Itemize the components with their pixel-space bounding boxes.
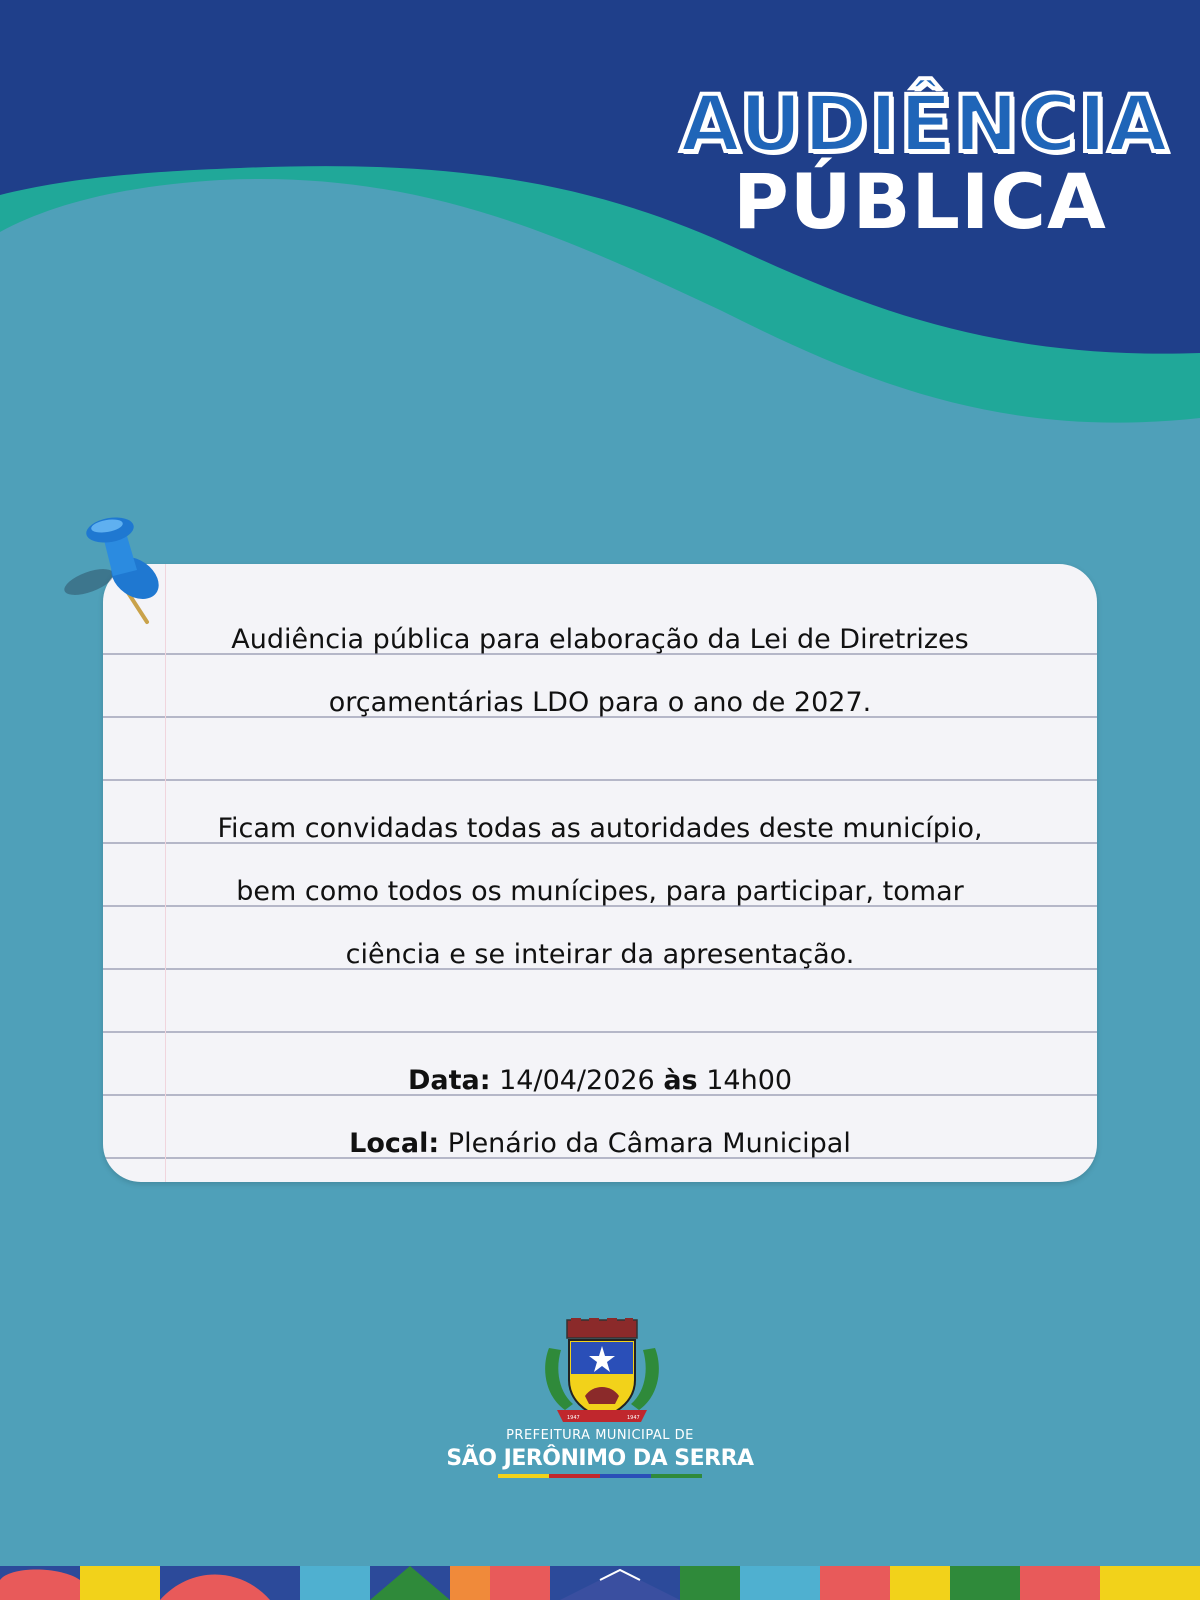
notice-line: ciência e se inteirar da apresentação.	[345, 939, 855, 970]
notice-paper	[103, 564, 1097, 1182]
notice-line: Audiência pública para elaboração da Lei de Diretrizes	[231, 624, 969, 655]
crest-year-left: 1947	[567, 1415, 580, 1421]
municipality-name: SÃO JERÔNIMO DA SERRA	[446, 1446, 754, 1471]
crest-icon	[537, 1318, 667, 1428]
notice-paragraph-1	[103, 608, 1097, 734]
notice-paragraph-2	[103, 797, 1097, 986]
decorative-footer-strip	[0, 1566, 1200, 1600]
location-label: Local:	[349, 1128, 440, 1159]
date-value: 14/04/2026	[499, 1065, 655, 1096]
logo-color-bar	[498, 1474, 702, 1478]
location-value: Plenário da Câmara Municipal	[447, 1128, 851, 1159]
prefeitura-prefix: PREFEITURA MUNICIPAL DE	[506, 1428, 694, 1443]
push-pin-icon	[55, 510, 175, 630]
notice-line: Ficam convidadas todas as autoridades deste município,	[217, 813, 983, 844]
notice-details	[103, 1049, 1097, 1175]
notice-line: orçamentárias LDO para o ano de 2027.	[328, 687, 872, 718]
time-value: 14h00	[706, 1065, 793, 1096]
location-line	[103, 1112, 1097, 1175]
time-connector: às	[663, 1065, 698, 1096]
title-audiencia: AUDIÊNCIA	[680, 80, 1170, 170]
date-label: Data:	[407, 1065, 491, 1096]
poster-title	[680, 80, 1170, 246]
notice-line: bem como todos os munícipes, para participar, tomar	[236, 876, 964, 907]
date-line	[103, 1049, 1097, 1112]
title-publica: PÚBLICA	[733, 157, 1107, 246]
crest-year-right: 1947	[627, 1415, 640, 1421]
